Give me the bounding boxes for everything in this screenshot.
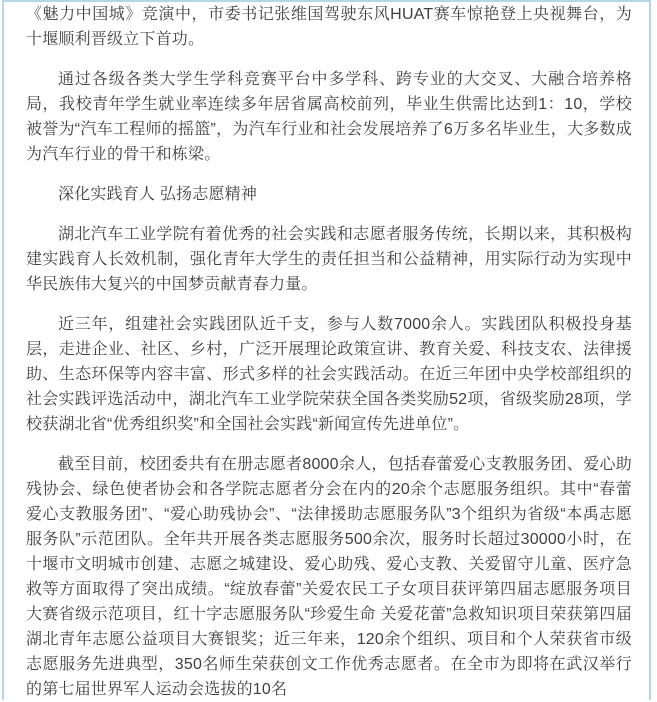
- article-paragraph: 湖北汽车工业学院有着优秀的社会实践和志愿者服务传统，长期以来，其积极构建实践育人长效机制，强化青年大学生的责任担当和公益精神，用实际行动为实现中华民族伟大复兴的中国梦贡献青春力量。: [26, 226, 632, 293]
- section-heading: 深化实践育人 弘扬志愿精神: [58, 186, 258, 203]
- article-paragraph: 近三年，组建社会实践团队近千支，参与人数7000余人。实践团队积极投身基层，走进企业、社区、乡村，广泛开展理论政策宣讲、教育关爱、科技支农、法律援助、生态环保等内容丰富、形式多样的社会实践活动。在近三年团中央学校部组织的社会实践评选活动中，湖北汽车工业学院荣获全国各类奖励52项，省级奖励28项，学校获湖北省“优秀组织奖”和全国社会实践“新闻宣传先进单位”。: [26, 316, 632, 433]
- article-paragraph-continuation: 《魅力中国城》竞演中，市委书记张维国驾驶东风HUAT赛车惊艳登上央视舞台，为十堰顺利晋级立下首功。: [26, 6, 632, 48]
- article-paragraph: 截至目前，校团委共有在册志愿者8000余人，包括春蕾爱心支教服务团、爱心助残协会、绿色使者协会和各学院志愿者分会在内的20余个志愿服务组织。其中“春蕾爱心支教服务团”、“爱心助残协会”、“法律援助志愿服务队”3个组织为省级“本禹志愿服务队”示范团队。全年共开展各类志愿服务500余次，服务时长超过30000小时，在十堰市文明城市创建、志愿之城建设、爱心助残、爱心支教、关爱留守儿童、医疗急救等方面取得了突出成绩。“绽放春蕾”关爱农民工子女项目获评第四届志愿服务项目大赛省级示范项目，红十字志愿服务队“珍爱生命 关爱花蕾”急救知识项目荣获第四届湖北青年志愿公益项目大赛银奖；近三年来，120余个组织、项目和个人荣获省市级志愿服务先进典型，350名师生荣获创文工作优秀志愿者。在全市为即将在武汉举行的第七届世界军人运动会选拔的10名: [26, 456, 632, 698]
- article-paragraph: 通过各级各类大学生学科竞赛平台中多学科、跨专业的大交叉、大融合培养格局，我校青年学生就业率连续多年居省属高校前列，毕业生供需比达到1：10，学校被誉为“汽车工程师的摇篮”，为汽车行业和社会发展培养了6万多名毕业生，大多数成为汽车行业的骨干和栋梁。: [26, 71, 632, 163]
- article-body: [26, 2, 632, 702]
